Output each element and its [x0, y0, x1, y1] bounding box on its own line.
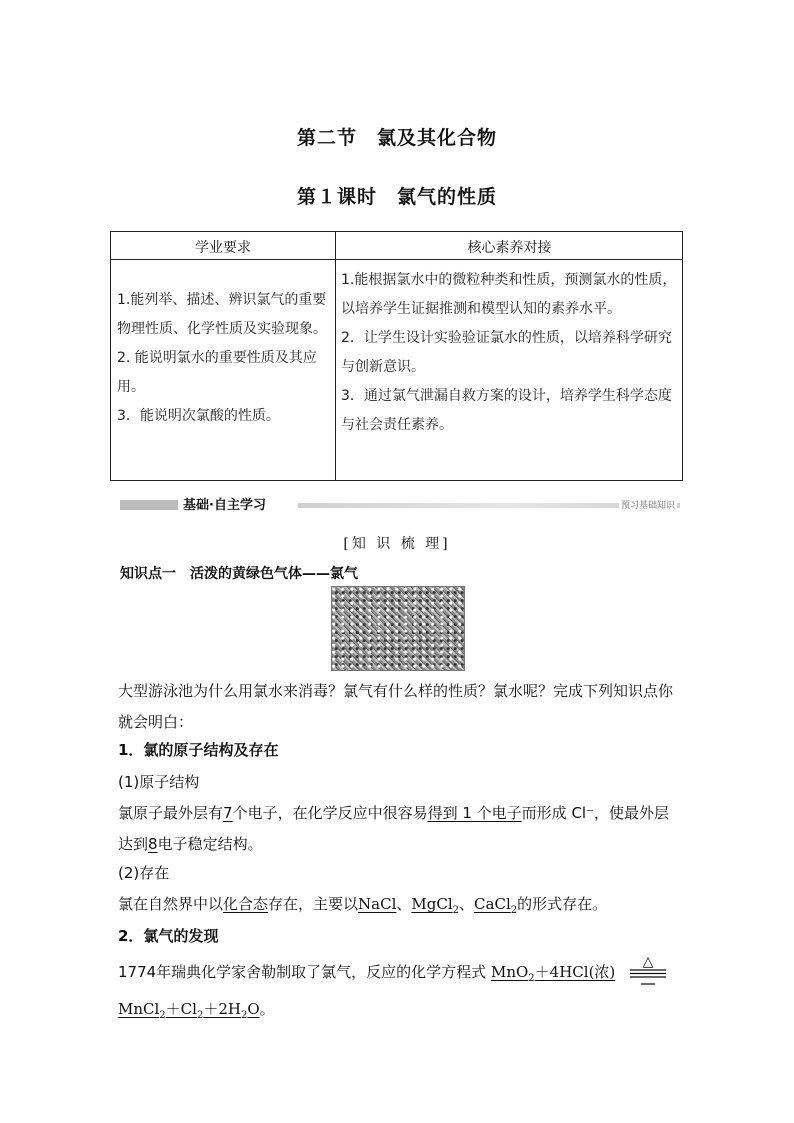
heading-existence: (2)存在 [118, 864, 170, 882]
blank-answer: NaCl [358, 895, 397, 913]
table-header-divider [111, 259, 682, 260]
table-header-requirements: 学业要求 [195, 240, 251, 256]
requirements-table [110, 231, 683, 481]
intro-paragraph: 大型游泳池为什么用氯水来消毒？氯气有什么样的性质？氯水呢？完成下列知识点你就会明白： [118, 682, 674, 731]
banner-bar-left [120, 500, 178, 510]
lesson-title: 第１课时 氯气的性质 [296, 186, 497, 208]
structure-paragraph: 氯原子最外层有7个电子，在化学反应中很容易得到 1 个电子而形成 Cl⁻，使最外层达到8电子稳定结构。 [118, 804, 669, 853]
requirements-cell [117, 286, 329, 431]
blank-answer: 得到 1 个电子 [427, 804, 522, 822]
competency-item: 3．通过氯气泄漏自救方案的设计，培养学生科学态度与社会责任素养。 [341, 388, 672, 433]
table-header-competencies: 核心素养对接 [467, 240, 552, 256]
reaction-products-line: $MnCl_2+Cl_2+2H_2O$。 [118, 1000, 275, 1021]
heating-triangle: △ [642, 954, 654, 970]
banner-tag: 预习基础知识 [619, 498, 677, 511]
equation-products: $MnCl_2+Cl_2+2H_2O$ [118, 1000, 260, 1021]
competency-item: 2．让学生设计实验验证氯水的性质，以培养科学研究与创新意识。 [341, 330, 672, 375]
section-title: 第二节 氯及其化合物 [296, 127, 497, 149]
heading-discovery: 2．氯气的发现 [118, 927, 219, 945]
heading-atomic-structure: 1．氯的原子结构及存在 [118, 741, 279, 759]
table-column-divider [335, 232, 336, 480]
reaction-paragraph: 1774年瑞典化学家舍勒制取了氯气，反应的化学方程式 MnO$_2$＋4HCl(浓) [118, 963, 616, 984]
banner-title: 基础·自主学习 [183, 498, 266, 513]
blank-answer: 7 [223, 804, 233, 822]
requirement-item: 2. 能说明氯水的重要性质及其应用。 [117, 350, 317, 395]
blank-answer: MgCl$_2$ [411, 895, 460, 916]
equation-reactants: MnO$_2$＋4HCl(浓) [490, 963, 616, 984]
blank-answer: 化合态 [223, 895, 269, 913]
swimming-pool-photo [331, 586, 465, 671]
section-banner [120, 494, 683, 514]
requirement-item: 3．能说明次氯酸的性质。 [117, 408, 280, 424]
knowledge-point-title: 知识点一 活泼的黄绿色气体——氯气 [120, 566, 358, 582]
competency-item: 1.能根据氯水中的微粒种类和性质，预测氯水的性质，以培养学生证据推测和模型认知的素养水平。 [341, 272, 677, 317]
sub-heading: [知 识 梳 理] [343, 536, 451, 552]
existence-paragraph: 氯在自然界中以化合态存在，主要以NaCl、MgCl$_2$、CaCl$_2$的形式存在。 [118, 895, 608, 916]
heading-structure: (1)原子结构 [118, 773, 200, 791]
blank-answer: CaCl$_2$ [474, 895, 518, 916]
blank-answer: 8 [148, 835, 158, 853]
heating-condition-mark [629, 953, 667, 987]
competencies-cell [341, 266, 677, 440]
requirement-item: 1.能列举、描述、辨识氯气的重要物理性质、化学性质及实验现象。 [117, 292, 327, 337]
